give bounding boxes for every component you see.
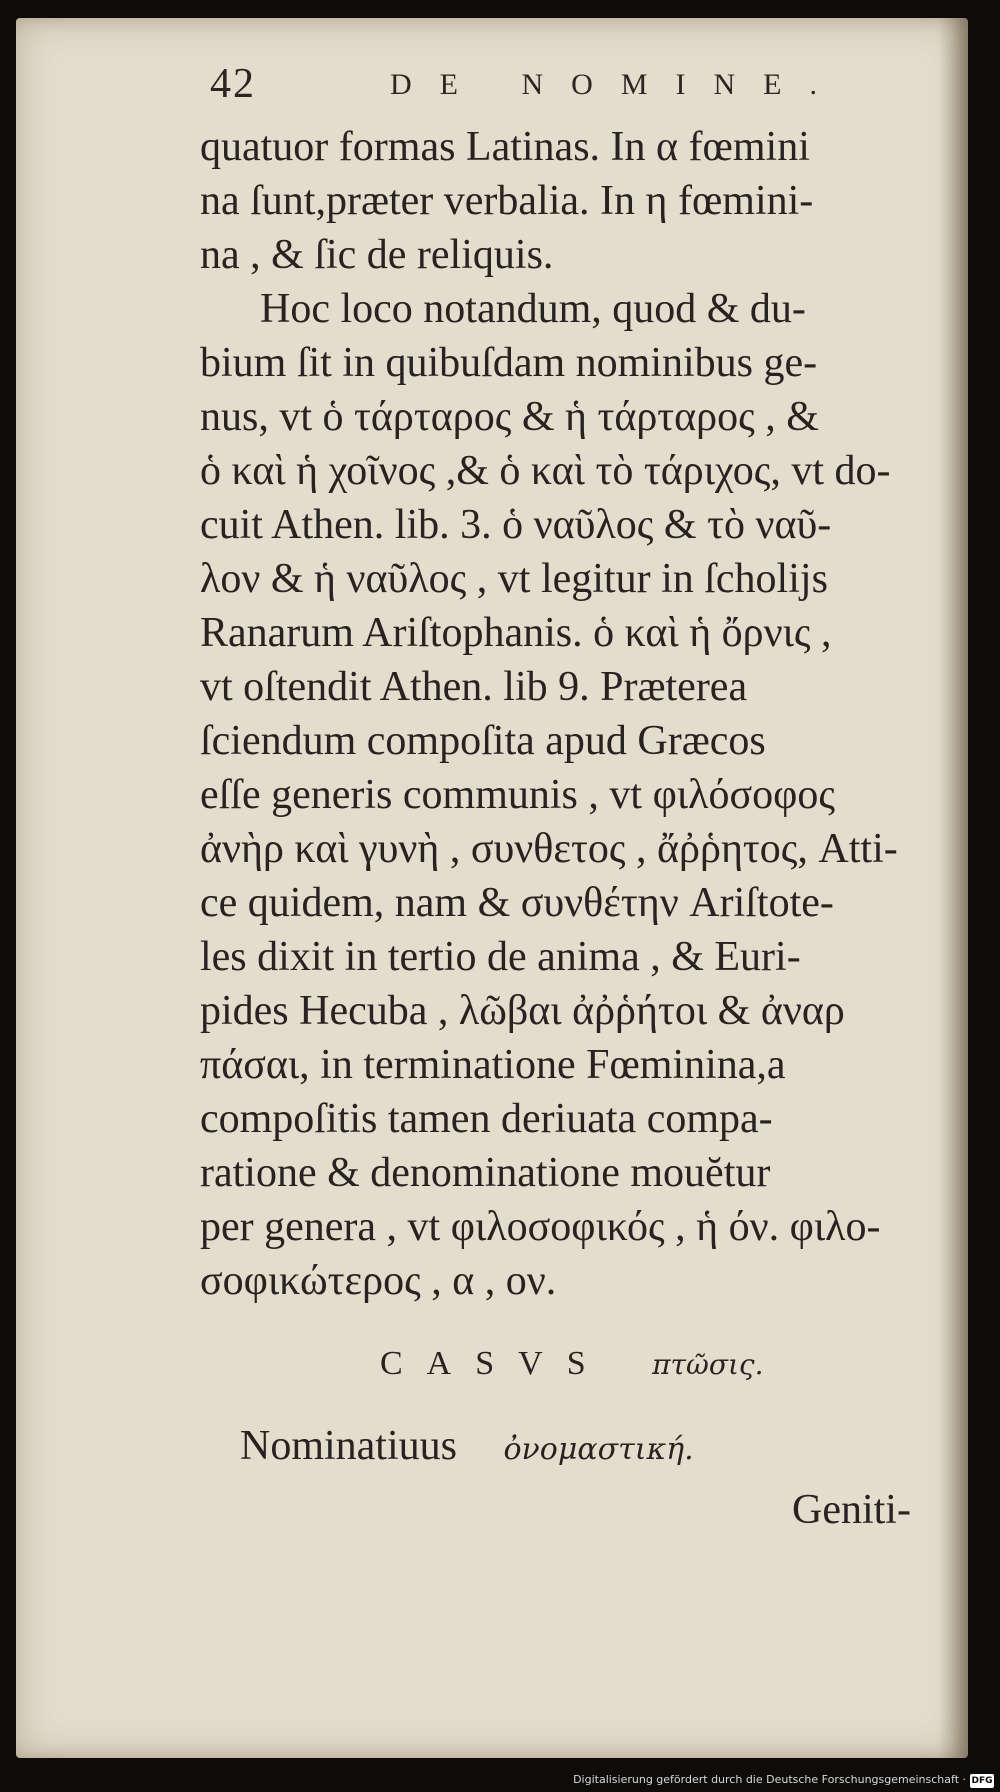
text-line: per genera , vt φιλοσοφικός , ἡ όν. φιλο- xyxy=(200,1204,881,1250)
text-line: compoſitis tamen deriuata compa- xyxy=(200,1096,773,1142)
text-line: ſciendum compoſita apud Græcos xyxy=(200,718,766,764)
dfg-logo: DFG xyxy=(971,1776,993,1786)
running-head xyxy=(210,60,960,116)
text-line: ὁ καὶ ἡ χοῖνος ,& ὁ καὶ τὸ τάριχος, vt do- xyxy=(200,448,891,494)
text-line: vt oſtendit Athen. lib 9. Præterea xyxy=(200,664,748,710)
text-line: cuit Athen. lib. 3. ὁ ναῦλος & τὸ ναῦ- xyxy=(200,502,832,548)
text-line: σοφικώτερος , α , ον. xyxy=(200,1258,557,1304)
casus-greek: πτῶσις. xyxy=(652,1348,764,1381)
text-line: na , & ſic de reliquis. xyxy=(200,232,554,278)
body-text xyxy=(200,120,960,1308)
text-line: πάσαι, in terminatione Fœminina,a xyxy=(200,1042,786,1088)
running-title: DE NOMINE. xyxy=(390,68,845,101)
catchword: Geniti- xyxy=(792,1487,911,1533)
paragraph-start-line: Hoc loco notandum, quod & du- xyxy=(260,286,806,332)
text-line: ratione & denominatione mouĕtur xyxy=(200,1150,771,1196)
text-line: ἀνὴρ καὶ γυνὴ , συνθετος , ἄῤῥητος, Atti- xyxy=(200,826,898,872)
nominatiuus-entry xyxy=(240,1422,694,1470)
text-line: na ſunt,præter verbalia. In η fœmini- xyxy=(200,178,814,224)
text-line: eſſe generis communis , vt φιλόσοφος xyxy=(200,772,835,818)
page-number: 42 xyxy=(210,61,256,107)
text-line: bium ſit in quibuſdam nominibus ge- xyxy=(200,340,818,386)
digitization-credit: Digitalisierung gefördert durch die Deutsche Forschungsgemeinschaft · xyxy=(573,1773,966,1786)
nominatiuus-latin: Nominatiuus xyxy=(240,1423,457,1469)
text-line: les dixit in tertio de anima , & Euri- xyxy=(200,934,801,980)
text-line: nus, vt ὁ τάρταρος & ἡ τάρταρος , & xyxy=(200,394,819,440)
casus-latin: CASVS xyxy=(380,1345,610,1382)
text-line: pides Hecuba , λῶβαι ἀῤῥήτοι & ἀναρ xyxy=(200,988,845,1034)
text-line: quatuor formas Latinas. In α fœmini xyxy=(200,124,810,170)
casus-heading xyxy=(380,1345,764,1383)
nominatiuus-greek: ὀνομαστική. xyxy=(503,1432,694,1467)
text-line: Ranarum Ariſtophanis. ὁ καὶ ἡ ὄρνις , xyxy=(200,610,832,656)
text-line: ce quidem, nam & συνθέτην Ariſtote- xyxy=(200,880,834,926)
text-line: λον & ἡ ναῦλος , vt legitur in ſcholijs xyxy=(200,556,828,602)
